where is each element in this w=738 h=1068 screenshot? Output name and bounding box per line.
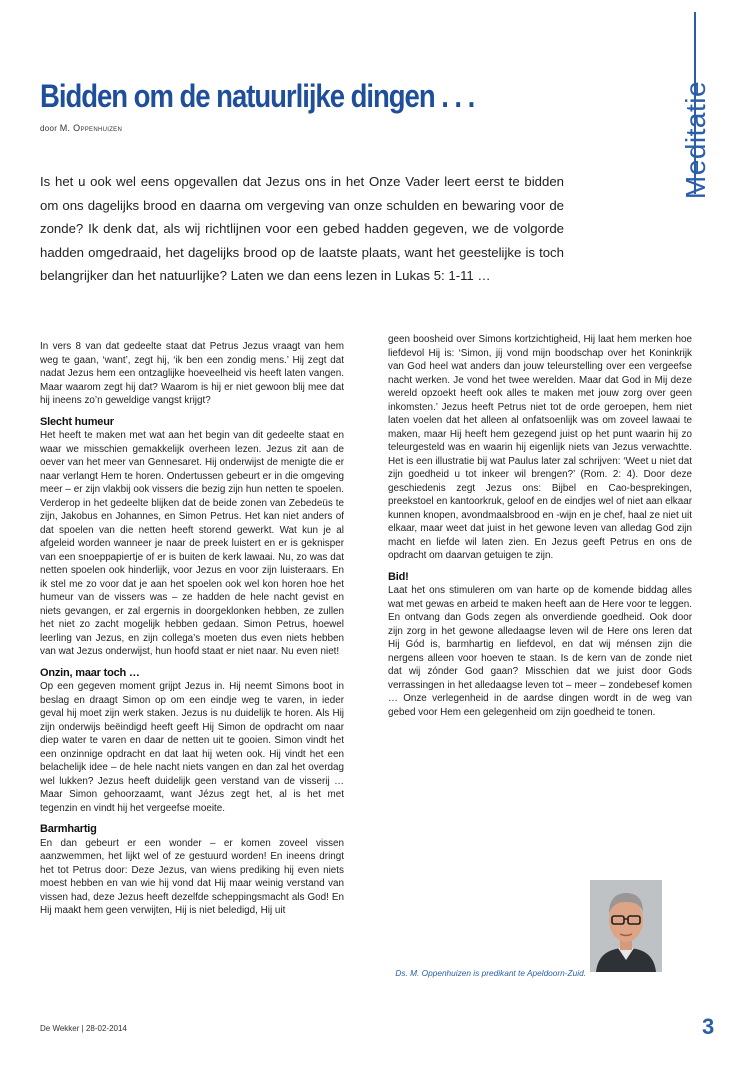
subheading-onzin-maar-toch: Onzin, maar toch … bbox=[40, 666, 140, 679]
subheading-bid: Bid! bbox=[388, 570, 409, 583]
subheading-slecht-humeur: Slecht humeur bbox=[40, 415, 114, 428]
photo-caption: Ds. M. Oppenhuizen is predikant te Apeldoorn-Zuid. bbox=[395, 968, 586, 978]
right-column bbox=[388, 333, 692, 727]
left-column bbox=[40, 340, 344, 926]
byline bbox=[40, 123, 122, 133]
body-paragraph-2: Het heeft te maken met wat aan het begin van dit gedeelte staat en waar we misschien gemakkelijk overheen lezen. Jezus zit aan de oever van het meer van Gennesaret. Hij onderwijst de menigte die er naar verlangt Hem te horen. Ondertussen gebeurt er in die omgeving meer – er zijn vlakbij ook vissers die bezig zijn hun netten te spoelen. Verderop in het gedeelte blijken dat de beide zonen van Zebedeüs te zijn, Jakobus en Johannes, en Simon Petrus. Het kan niet anders of dat spoelen van die netten heeft storend gewerkt. Wat kun je al afgeleid worden wanneer je naar de preek luistert en er is geknisper van een snoeppapiertje of er is buiten de kerk lawaai. Nu, zo was dat netten spoelen ook hinderlijk, voor Jezus en voor zijn luisteraars. En ik stel me zo voor dat je aan het spoelen ook wel kon horen hoe het humeur van de vissers was – ze hadden de hele nacht gevist en niets gevangen, er zal ergernis in doorgeklonken hebben, ze zullen het niet zo zacht mogelijk hebben gedaan. Simon Petrus, hoewel leerling van Jezus, en zijn collega’s moeten dus even niets hebben van wat Jezus onderwijst, hun hoofd staat er niet naar. Nu even niet! bbox=[40, 430, 344, 657]
byline-prefix: door bbox=[40, 124, 58, 133]
body-paragraph-1: In vers 8 van dat gedeelte staat dat Petrus Jezus vraagt van hem weg te gaan, ‘want’, zegt hij, ‘ik ben een zondig mens.’ Hij zegt dat nadat Jezus hem een ontzaglijke hoeveelheid vis heeft laten vangen. Maar waarom zegt hij dat? Waarom is hij er niet gewoon blij mee dat hij ineens zo’n geweldige vangst krijgt? bbox=[40, 341, 344, 406]
section-label-text: Meditatie bbox=[680, 80, 711, 200]
footer-publication: De Wekker | 28-02-2014 bbox=[40, 1024, 127, 1033]
intro-paragraph: Is het u ook wel eens opgevallen dat Jezus ons in het Onze Vader leert eerst te bidden om ons dagelijks brood en daarna om vergeving van onze schulden en bewaring voor de zonde? Ik denk dat, als wij richtlijnen voor een gebed hadden gegeven, we de volgorde hadden omgedraaid, het dagelijks brood op de laatste plaats, want het geestelijke is toch belangrijker dan het natuurlijke? Laten we dan eens lezen in Lukas 5: 1-11 … bbox=[40, 174, 564, 283]
body-paragraph-3: Op een gegeven moment grijpt Jezus in. Hij neemt Simons boot in beslag en draagt Simon op om een eindje weg te varen, in ieder geval hij moet zijn werk staken. Jezus is nu duidelijk te horen. Als Hij zijn onderwijs beëindigd heeft geeft Hij Simon de opdracht om naar diep water te varen en daar de netten uit te gooien. Simon vindt het een onzinnige opdracht en dat laat hij weten ook. Hij vindt het een belachelijk idee – de hele nacht niets vangen en dan zal het overdag wel lukken? Jezus heeft duidelijk geen verstand van de visserij … Maar Simon gehoorzaamt, want Jézus zegt het, al is het met tegenzin en vindt hij het vergeefse moeite. bbox=[40, 681, 344, 814]
subheading-barmhartig: Barmhartig bbox=[40, 823, 97, 835]
portrait-illustration bbox=[590, 880, 662, 972]
author-name: M. Oppenhuizen bbox=[59, 123, 123, 133]
article-title: Bidden om de natuurlijke dingen . . . bbox=[40, 78, 475, 114]
body-paragraph-4: En dan gebeurt er een wonder – er komen zoveel vissen aanzwemmen, het lijkt wel of ze gestuurd worden! En ineens dringt het tot Petrus door: Deze Jezus, van wiens prediking hij even niets moest hebben en van wie hij vond dat Hij maar weinig verstand van vissen had, deze Jezus heeft dezelfde scheppingsmacht als God! En Hij maakt hem geen verwijten, Hij is niet beledigd, Hij uit bbox=[40, 837, 344, 916]
body-paragraph-6: Laat het ons stimuleren om van harte op de komende biddag alles wat met gewas en arbeid te maken heeft aan de Here voor te leggen. En ontvang dan Gods zegen als onverdiende goedheid. Ook door zijn zorg in het gewone alledaagse leven wil de Here ons leren dat Hij Gód is, barmhartig en liefdevol, en dat wij ménsen zijn die nergens alleen voor hoeven te staan. Is de kern van de zonde niet dat wij zónder God gaan? Misschien dat we juist door Gods verrassingen in het alledaagse leven tot – meer – zondebesef komen … Onze verlegenheid in de aardse dingen wordt in de weg van gebed voor Hem een gelegenheid om zijn goedheid te tonen. bbox=[388, 585, 692, 718]
section-label bbox=[668, 80, 724, 200]
body-paragraph-5: geen boosheid over Simons kortzichtigheid, Hij laat hem merken hoe liefdevol Hij is: ‘Simon, jij vond mijn boodschap over het Koninkrijk van God heel wat anders dan jouw teleurstelling over een vergeefse nacht werken. Je vond het twee werelden. Maar dat God in Mij deze wereld opzoekt heeft ook alles te maken met jouw zorg over geen inkomsten.’ Jezus heeft Petrus niet tot de orde geroepen, hem niet laten voelen dat het alleen al onfatsoenlijk was om zoveel lawaai te maken, maar Hij heeft hem gezegend juist op het punt waarin hij zo teleurgesteld was en waarin hij eigenlijk niets van Jezus verwachtte. Het is een illustratie bij wat Paulus later zal schrijven: ‘Weet u niet dat zijn goedheid u tot inkeer wil brengen?’ (Rom. 2: 4). Door deze geschiedenis zegt Jezus ons: Bijbel en Cao-besprekingen, preekstoel en kantoorkruk, geloof en de eindjes wel of niet aan elkaar kunnen knopen, avondmaalsbrood en -wijn en je chef, haal ze niet uit elkaar, maar weet dat juist in het gewone leven van alledag God zijn macht en liefde wil laten zien. En Jezus geeft Petrus en ons de opdracht om daarvan getuigen te zijn. bbox=[388, 334, 692, 561]
page-number: 3 bbox=[702, 1014, 715, 1039]
author-photo bbox=[590, 880, 662, 972]
